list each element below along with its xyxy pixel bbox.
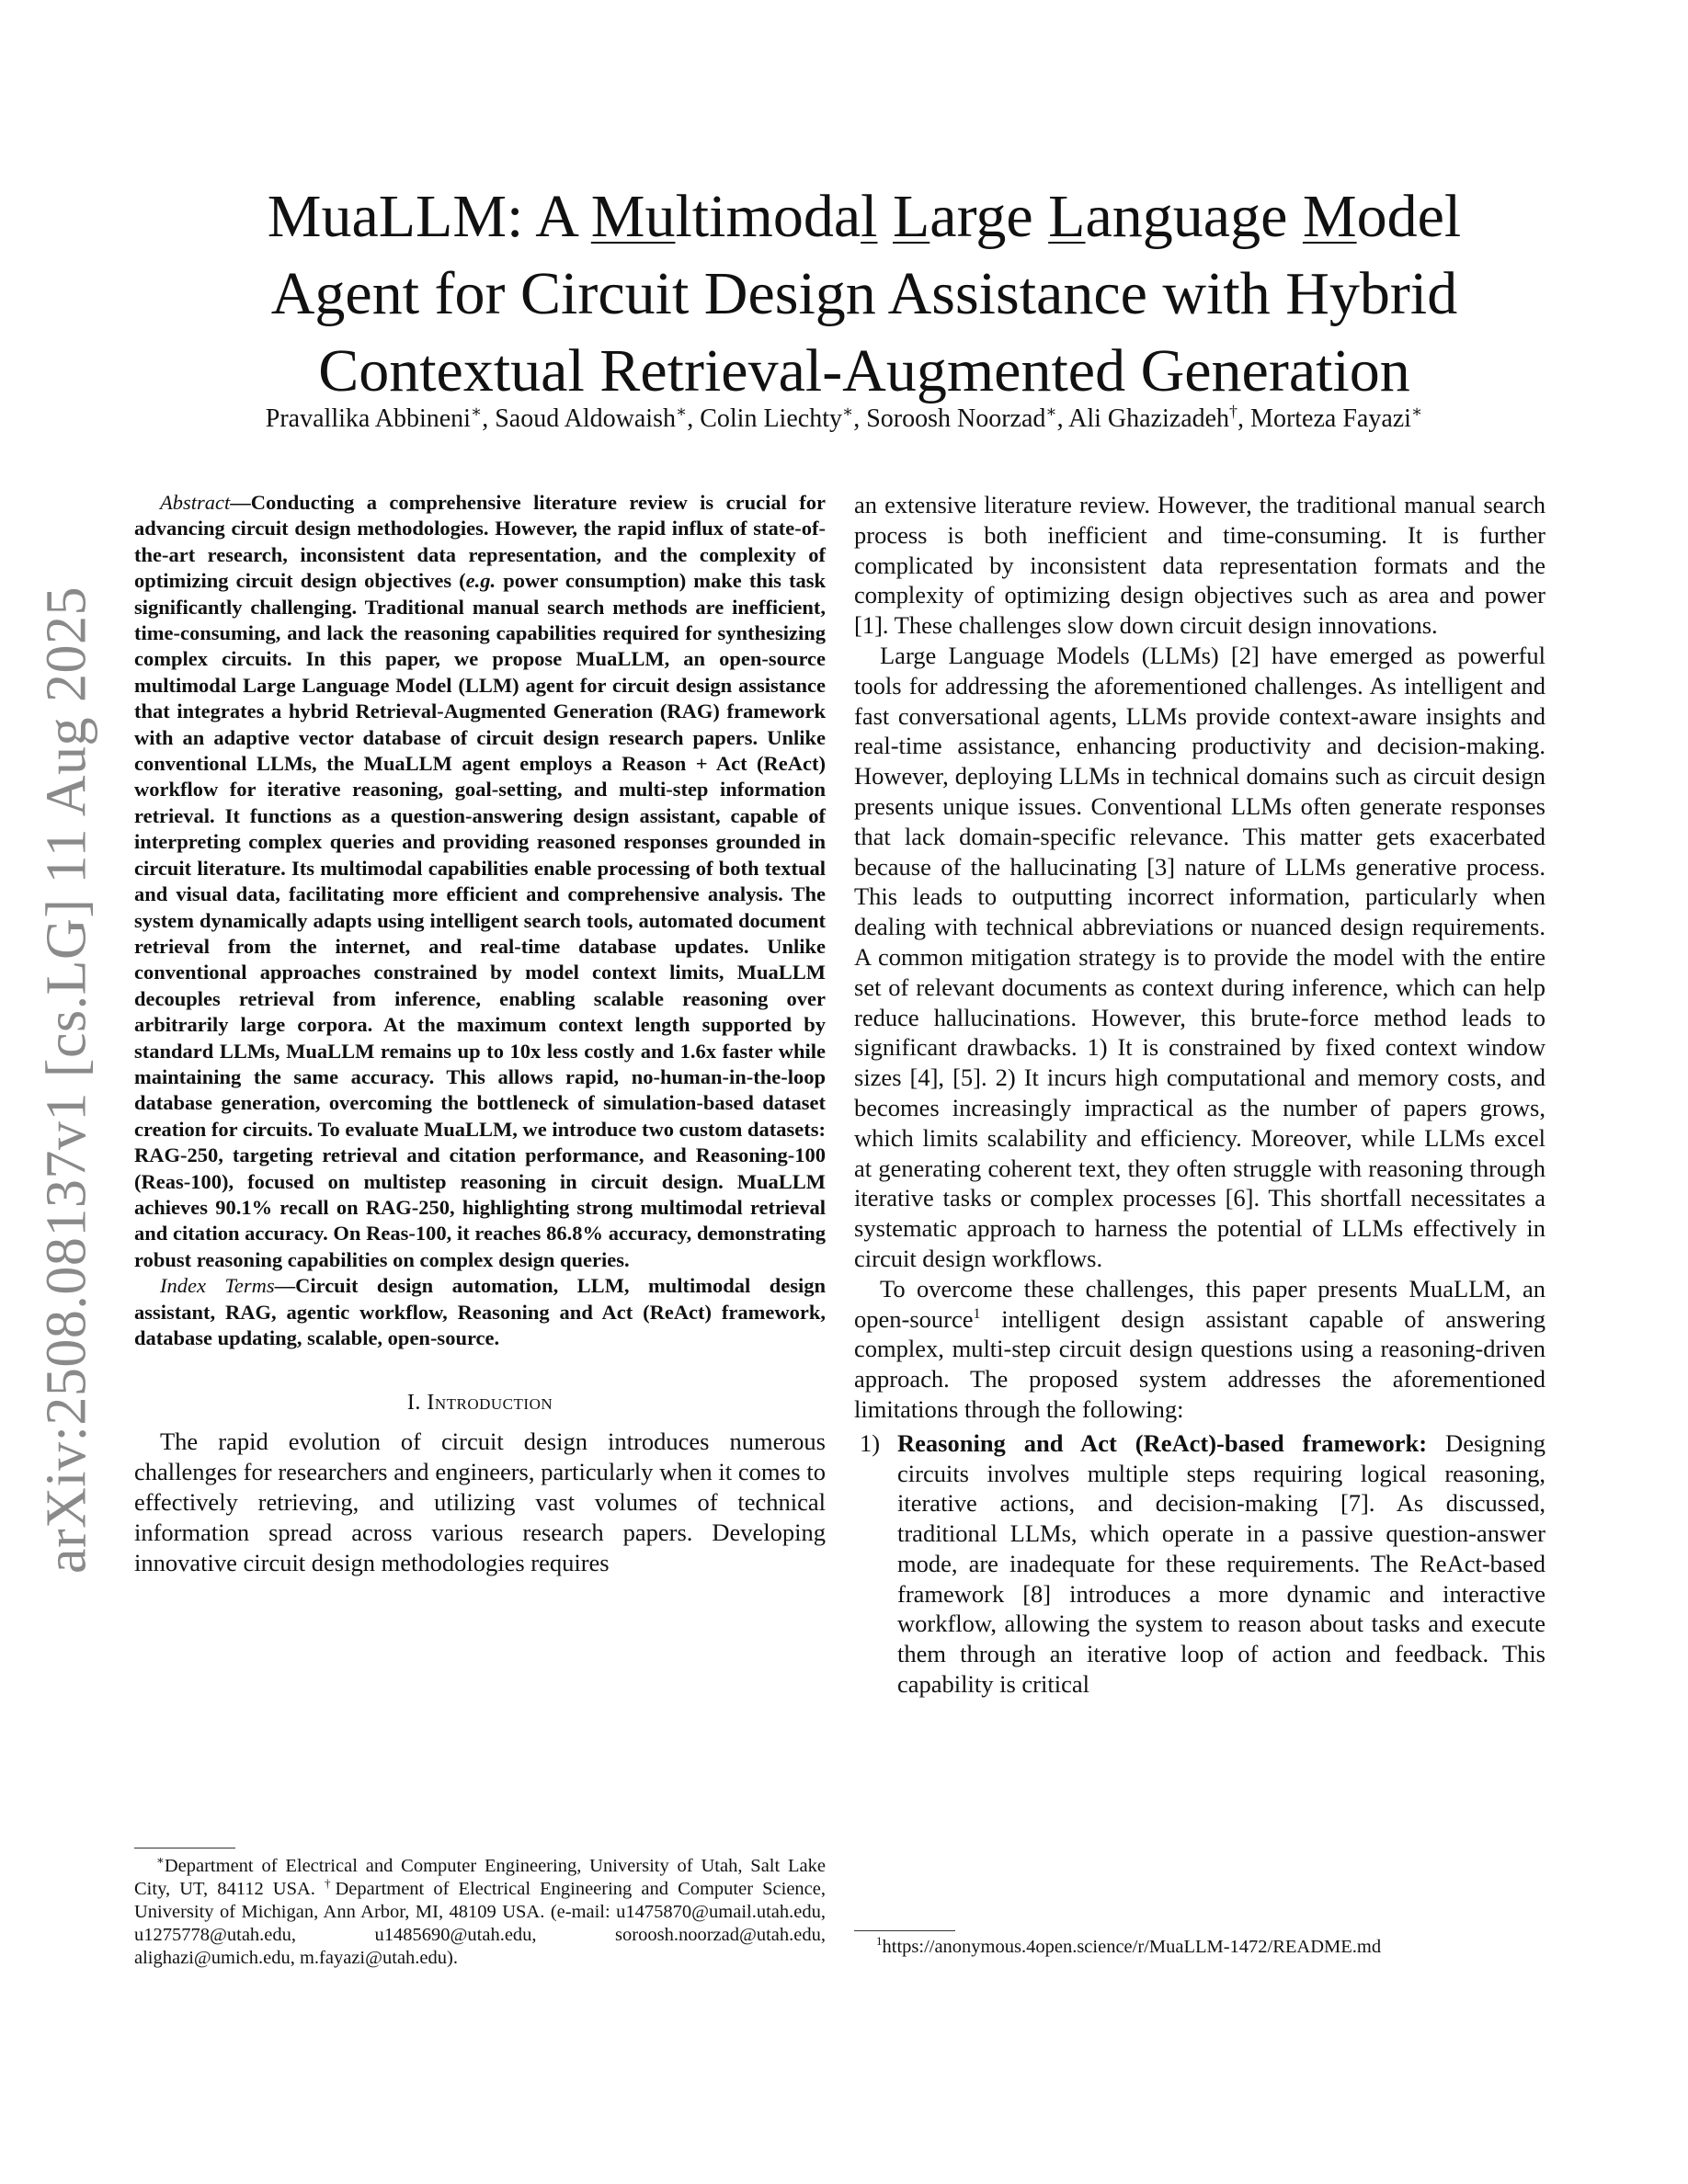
body-paragraph: [854, 1274, 1545, 1425]
footnote-mark: ∗: [156, 1853, 165, 1868]
intro-paragraph: The rapid evolution of circuit design introduces numerous challenges for researchers and engineers, particularly when it comes to effectively retrieving, and utilizing vast volumes of technical information spread across various research papers. Developing innovative circuit design methodologies requires: [134, 1428, 826, 1576]
title-fragment: arge: [930, 183, 1049, 251]
body-paragraph: an extensive literature review. However, the traditional manual search process is both inefficient and time-consuming. It is further complicated by inconsistent data representation formats and the complexity of optimizing design objectives such as area and power [1]. These challenges slow down circuit design innovations.: [854, 491, 1545, 640]
arxiv-identifier: arXiv:2508.08137v1 [cs.LG] 11 Aug 2025: [35, 586, 98, 1575]
footnote-mark: 1: [876, 1934, 883, 1949]
author-list: Pravallika Abbineni∗, Saoud Aldowaish∗, Colin Liechty∗, Soroosh Noorzad∗, Ali Ghazizadeh†, Morteza Fayazi∗: [265, 402, 1423, 433]
contribution-list: [854, 1428, 1545, 1700]
list-number: 1): [860, 1428, 881, 1457]
footnote-rule-right: [854, 1930, 955, 1931]
title-line-3: Contextual Retrieval-Augmented Generation: [318, 337, 1410, 405]
index-terms-text: —Circuit design automation, LLM, multimodal design assistant, RAG, agentic workflow, Reasoning and Act (ReAct) framework, database updating, scalable, open-source.: [134, 1274, 826, 1349]
author: Ali Ghazizadeh†: [1068, 402, 1238, 433]
footnote-text: Department of Electrical and Computer Engineering, University of Utah, Salt Lake City, UT, 84112 USA.: [134, 1856, 826, 1899]
footnote-text: Department of Electrical Engineering and Computer Science, University of Michigan, Ann Arbor, MI, 48109 USA. (e-mail: u1475870@umail.utah.edu, u1275778@utah.edu, u1485690@utah.edu, soroosh.noorzad@utah.edu, alighazi@umich.edu, m.fayazi@utah.edu).: [134, 1879, 827, 1968]
title-fragment: odel: [1356, 183, 1462, 251]
title-fragment: anguage: [1085, 183, 1303, 251]
section-heading-introduction: [134, 1388, 826, 1417]
list-item: [854, 1428, 1545, 1700]
section-number: I.: [406, 1391, 421, 1416]
paper-title: [138, 178, 1591, 410]
list-item-text: Designing circuits involves multiple steps requiring logical reasoning, iterative actions, and decision-making [7]. As discussed, traditional LLMs, which operate in a passive question-answer mode, are inadequate for these requirements. The ReAct-based framework [8] introduces a more dynamic and interactive workflow, allowing the system to reason about tasks and execute them through an iterative loop of action and feedback. This capability is critical: [897, 1428, 1545, 1699]
footnote-mark: †: [325, 1876, 336, 1891]
title-prefix: MuaLLM: A: [267, 183, 591, 251]
title-space: [877, 183, 893, 250]
arxiv-sidebar-stamp: [26, 586, 108, 1575]
affiliation-footnote: [134, 1855, 826, 1970]
title-underline-l2: L: [892, 183, 930, 251]
abstract: [134, 490, 826, 1273]
footnote-url: https://anonymous.4open.science/r/MuaLLM-1472/README.md: [882, 1937, 1382, 1957]
paragraph-text: To overcome these challenges, this paper presents MuaLLM, an open-source: [854, 1274, 1545, 1333]
index-terms-label: Index Terms: [160, 1274, 275, 1298]
author: Soroosh Noorzad∗: [866, 402, 1057, 433]
title-underline-mu: Mu: [590, 183, 676, 251]
right-column: [854, 490, 1545, 1700]
abstract-eg: e.g.: [465, 569, 496, 593]
author: Colin Liechty∗: [700, 402, 854, 433]
author: Pravallika Abbineni∗: [265, 402, 483, 433]
author: Saoud Aldowaish∗: [495, 402, 688, 433]
paragraph-text: intelligent design assistant capable of answering complex, multi-step circuit design questions using a reasoning-driven approach. The proposed system addresses the aforementioned limitations through the following:: [854, 1304, 1545, 1423]
title-underline-m: M: [1302, 183, 1357, 251]
left-column: [134, 490, 826, 1577]
body-paragraph: Large Language Models (LLMs) [2] have emerged as powerful tools for addressing the aforementioned challenges. As intelligent and fast conversational agents, LLMs provide context-aware insights and real-time assistance, enhancing productivity and decision-making. However, deploying LLMs in technical domains such as circuit design presents unique issues. Conventional LLMs often generate responses that lack domain-specific relevance. This matter gets exacerbated because of the hallucinating [3] nature of LLMs generative process. This leads to outputting incorrect information, particularly when dealing with technical abbreviations or nuanced design requirements. A common mitigation strategy is to provide the model with the entire set of relevant documents as context during inference, which can help reduce hallucinations. However, this brute-force method leads to significant drawbacks. 1) It is constrained by fixed context window sizes [4], [5]. 2) It incurs high computational and memory costs, and becomes increasingly impractical as the number of papers grows, which limits scalability and efficiency. Moreover, while LLMs excel at generating coherent text, they often struggle with reasoning through iterative tasks or complex processes [6]. This shortfall necessitates a systematic approach to harness the potential of LLMs effectively in circuit design workflows.: [854, 641, 1545, 1272]
title-fragment: ltimoda: [675, 183, 861, 251]
url-footnote: [876, 1936, 1545, 1959]
title-line-1: [138, 178, 1591, 256]
title-underline-l1: l: [861, 183, 878, 251]
title-underline-l3: L: [1048, 183, 1086, 251]
title-line-2: Agent for Circuit Design Assistance with Hybrid: [270, 260, 1458, 328]
abstract-text: power consumption) make this task significantly challenging. Traditional manual search methods are inefficient, time-consuming, and lack the reasoning capabilities required for synthesizing complex circuits. In this paper, we propose MuaLLM, an open-source multimodal Large Language Model (LLM) agent for circuit design assistance that integrates a hybrid Retrieval-Augmented Generation (RAG) framework with an adaptive vector database of circuit design research papers. Unlike conventional LLMs, the MuaLLM agent employs a Reason + Act (ReAct) workflow for iterative reasoning, goal-setting, and multi-step information retrieval. It functions as a question-answering design assistant, capable of interpreting complex queries and providing reasoned responses grounded in circuit literature. Its multimodal capabilities enable processing of both textual and visual data, facilitating more efficient and comprehensive analysis. The system dynamically adapts using intelligent search tools, automated document retrieval from the internet, and real-time database updates. Unlike conventional approaches constrained by model context limits, MuaLLM decouples retrieval from inference, enabling scalable reasoning over arbitrarily large corpora. At the maximum context length supported by standard LLMs, MuaLLM remains up to 10x less costly and 1.6x faster while maintaining the same accuracy. This allows rapid, no-human-in-the-loop database generation, overcoming the bottleneck of simulation-based dataset creation for circuits. To evaluate MuaLLM, we introduce two custom datasets: RAG-250, targeting retrieval and citation performance, and Reasoning-100 (Reas-100), focused on multistep reasoning in circuit design. MuaLLM achieves 90.1% recall on RAG-250, highlighting strong multimodal retrieval and citation accuracy. On Reas-100, it reaches 86.8% accuracy, demonstrating robust reasoning capabilities on complex design queries.: [134, 569, 827, 1271]
footnote-ref: 1: [973, 1305, 981, 1322]
index-terms: [134, 1273, 826, 1351]
list-item-heading: Reasoning and Act (ReAct)-based framework:: [897, 1428, 1428, 1457]
abstract-label: Abstract: [160, 491, 231, 514]
abstract-text: —Conducting a comprehensive literature review is crucial for advancing circuit design methodologies. However, the rapid influx of state-of-the-art research, inconsistent data representation, and the complexity of optimizing circuit design objectives (: [134, 491, 826, 593]
section-title: Introduction: [427, 1391, 553, 1416]
author: Morteza Fayazi∗: [1250, 402, 1423, 433]
